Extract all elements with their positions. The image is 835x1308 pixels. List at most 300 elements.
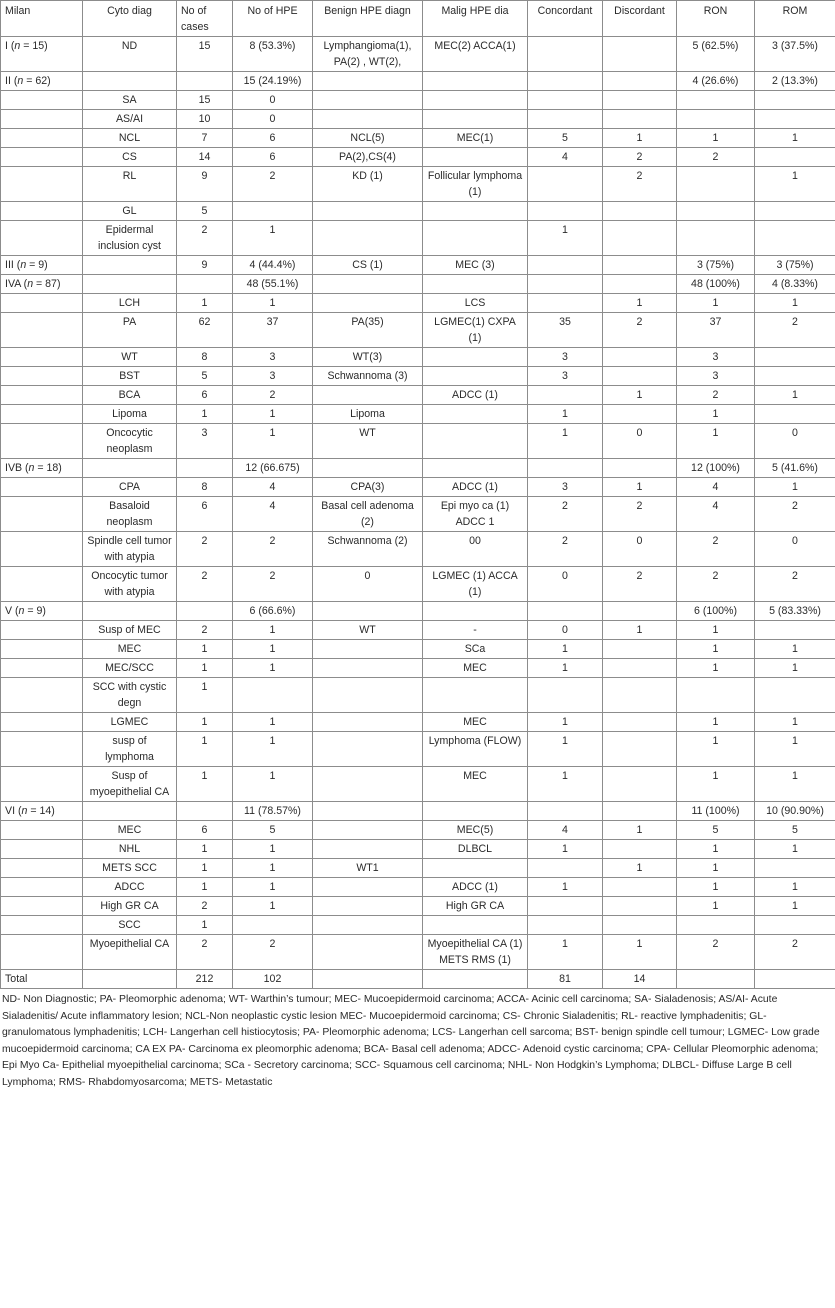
cell-milan (1, 532, 83, 567)
cell-ron (677, 970, 755, 989)
cell-concordant (528, 202, 603, 221)
cell-no-of-hpe: 8 (53.3%) (233, 37, 313, 72)
cell-rom: 5 (83.33%) (755, 602, 835, 621)
header-rom: ROM (755, 1, 835, 37)
cell-no-of-hpe: 6 (233, 148, 313, 167)
cell-discordant (603, 202, 677, 221)
cell-ron: 1 (677, 859, 755, 878)
table-row (1, 713, 835, 732)
cell-ron: 2 (677, 935, 755, 970)
cell-rom: 2 (755, 497, 835, 532)
cell-concordant (528, 678, 603, 713)
cell-cyto-diag: MEC/SCC (83, 659, 177, 678)
cell-discordant (603, 72, 677, 91)
table-row (1, 732, 835, 767)
cell-milan (1, 916, 83, 935)
table-row (1, 916, 835, 935)
cell-cyto-diag: GL (83, 202, 177, 221)
cell-discordant (603, 275, 677, 294)
cell-malig-hpe: MEC (423, 659, 528, 678)
cell-ron: 1 (677, 424, 755, 459)
cell-malig-hpe (423, 424, 528, 459)
table-row (1, 859, 835, 878)
table-row (1, 424, 835, 459)
cell-no-of-cases: 1 (177, 405, 233, 424)
cell-ron: 2 (677, 567, 755, 602)
cell-cyto-diag: BCA (83, 386, 177, 405)
cell-no-of-hpe: 5 (233, 821, 313, 840)
cell-milan (1, 386, 83, 405)
cell-benign-hpe (313, 91, 423, 110)
cell-discordant: 2 (603, 167, 677, 202)
cell-no-of-hpe: 3 (233, 348, 313, 367)
cell-no-of-hpe: 48 (55.1%) (233, 275, 313, 294)
cell-ron (677, 221, 755, 256)
table-row (1, 110, 835, 129)
cell-concordant: 1 (528, 935, 603, 970)
cell-no-of-hpe: 2 (233, 167, 313, 202)
cell-ron: 4 (26.6%) (677, 72, 755, 91)
cell-cyto-diag: ND (83, 37, 177, 72)
cell-concordant (528, 294, 603, 313)
cell-benign-hpe (313, 110, 423, 129)
cell-malig-hpe (423, 459, 528, 478)
cell-benign-hpe (313, 72, 423, 91)
cell-discordant: 2 (603, 313, 677, 348)
cell-no-of-hpe: 6 (66.6%) (233, 602, 313, 621)
cell-no-of-cases: 7 (177, 129, 233, 148)
cell-benign-hpe (313, 821, 423, 840)
cell-discordant: 1 (603, 294, 677, 313)
cell-malig-hpe (423, 91, 528, 110)
cell-rom (755, 916, 835, 935)
cell-no-of-cases: 1 (177, 713, 233, 732)
cell-milan (1, 110, 83, 129)
cell-benign-hpe (313, 678, 423, 713)
table-row (1, 386, 835, 405)
header-cyto-diag: Cyto diag (83, 1, 177, 37)
cell-no-of-hpe: 4 (233, 497, 313, 532)
cell-rom (755, 348, 835, 367)
cell-benign-hpe: KD (1) (313, 167, 423, 202)
cell-milan (1, 313, 83, 348)
cell-no-of-cases: 1 (177, 840, 233, 859)
cell-no-of-cases (177, 602, 233, 621)
cell-no-of-cases: 9 (177, 167, 233, 202)
cell-benign-hpe (313, 935, 423, 970)
cell-milan (1, 678, 83, 713)
cell-concordant: 3 (528, 348, 603, 367)
table-row (1, 802, 835, 821)
cell-malig-hpe: Follicular lymphoma (1) (423, 167, 528, 202)
cell-malig-hpe (423, 202, 528, 221)
cell-discordant: 0 (603, 424, 677, 459)
cell-milan (1, 840, 83, 859)
cell-ron: 6 (100%) (677, 602, 755, 621)
cell-benign-hpe: PA(2),CS(4) (313, 148, 423, 167)
cell-no-of-cases: 5 (177, 202, 233, 221)
table-row (1, 532, 835, 567)
cell-benign-hpe (313, 459, 423, 478)
cell-concordant: 1 (528, 767, 603, 802)
cell-milan (1, 621, 83, 640)
cell-cyto-diag (83, 970, 177, 989)
cell-benign-hpe: CPA(3) (313, 478, 423, 497)
cell-concordant (528, 167, 603, 202)
cell-cyto-diag: Basaloid neoplasm (83, 497, 177, 532)
cell-benign-hpe (313, 878, 423, 897)
cell-milan (1, 478, 83, 497)
cell-no-of-cases: 15 (177, 91, 233, 110)
cell-no-of-hpe: 4 (44.4%) (233, 256, 313, 275)
cell-ron: 1 (677, 621, 755, 640)
cell-cyto-diag: Susp of myoepithelial CA (83, 767, 177, 802)
cell-no-of-hpe: 12 (66.675) (233, 459, 313, 478)
header-no-of-hpe: No of HPE (233, 1, 313, 37)
cell-benign-hpe: WT1 (313, 859, 423, 878)
cell-cyto-diag: SCC with cystic degn (83, 678, 177, 713)
cell-malig-hpe: MEC (3) (423, 256, 528, 275)
cell-discordant: 1 (603, 935, 677, 970)
cell-concordant: 1 (528, 878, 603, 897)
cell-malig-hpe: Lymphoma (FLOW) (423, 732, 528, 767)
cell-benign-hpe (313, 767, 423, 802)
cell-concordant (528, 91, 603, 110)
cell-malig-hpe (423, 348, 528, 367)
cell-cyto-diag (83, 459, 177, 478)
header-concordant: Concordant (528, 1, 603, 37)
cell-rom (755, 110, 835, 129)
cell-discordant (603, 713, 677, 732)
cell-discordant (603, 897, 677, 916)
cell-no-of-cases: 9 (177, 256, 233, 275)
cell-no-of-hpe (233, 678, 313, 713)
cell-milan (1, 221, 83, 256)
cell-cyto-diag: MEC (83, 640, 177, 659)
table-row (1, 367, 835, 386)
table-row (1, 767, 835, 802)
cell-rom: 1 (755, 878, 835, 897)
cell-no-of-cases: 1 (177, 859, 233, 878)
cell-no-of-cases: 2 (177, 532, 233, 567)
cell-discordant (603, 659, 677, 678)
cell-no-of-cases: 212 (177, 970, 233, 989)
cell-benign-hpe (313, 275, 423, 294)
cell-benign-hpe: Lipoma (313, 405, 423, 424)
cell-milan (1, 859, 83, 878)
cell-cyto-diag: Myoepithelial CA (83, 935, 177, 970)
cell-discordant: 2 (603, 567, 677, 602)
cell-no-of-cases: 1 (177, 659, 233, 678)
cell-rom: 1 (755, 659, 835, 678)
cell-rom (755, 91, 835, 110)
cell-cyto-diag: MEC (83, 821, 177, 840)
cell-cyto-diag: Spindle cell tumor with atypia (83, 532, 177, 567)
cell-malig-hpe (423, 221, 528, 256)
cell-no-of-hpe: 0 (233, 91, 313, 110)
cell-concordant: 4 (528, 821, 603, 840)
cell-no-of-cases: 6 (177, 497, 233, 532)
cell-concordant: 1 (528, 221, 603, 256)
cell-concordant: 3 (528, 478, 603, 497)
cell-no-of-cases: 3 (177, 424, 233, 459)
header-no-of-cases: No of cases (177, 1, 233, 37)
cell-cyto-diag: AS/AI (83, 110, 177, 129)
cell-discordant: 2 (603, 148, 677, 167)
cell-malig-hpe: LGMEC (1) ACCA (1) (423, 567, 528, 602)
cell-rom: 5 (41.6%) (755, 459, 835, 478)
cell-cyto-diag: RL (83, 167, 177, 202)
table-row (1, 602, 835, 621)
cell-no-of-hpe: 1 (233, 713, 313, 732)
cell-rom: 1 (755, 386, 835, 405)
table-row (1, 678, 835, 713)
cell-rom: 1 (755, 129, 835, 148)
cell-discordant (603, 37, 677, 72)
cell-concordant (528, 110, 603, 129)
cell-ron (677, 110, 755, 129)
cell-benign-hpe (313, 802, 423, 821)
cell-milan: IVA (n = 87) (1, 275, 83, 294)
cell-benign-hpe: Basal cell adenoma (2) (313, 497, 423, 532)
cell-discordant (603, 767, 677, 802)
cell-cyto-diag: High GR CA (83, 897, 177, 916)
cell-benign-hpe (313, 970, 423, 989)
cell-no-of-cases: 1 (177, 767, 233, 802)
cell-no-of-cases: 8 (177, 348, 233, 367)
cell-ron: 1 (677, 640, 755, 659)
cell-rom: 5 (755, 821, 835, 840)
cell-no-of-cases: 14 (177, 148, 233, 167)
cell-no-of-cases (177, 802, 233, 821)
cell-benign-hpe: WT(3) (313, 348, 423, 367)
cell-no-of-hpe: 1 (233, 659, 313, 678)
cell-milan (1, 935, 83, 970)
cell-no-of-cases: 1 (177, 732, 233, 767)
cell-no-of-hpe: 1 (233, 221, 313, 256)
cell-ron: 2 (677, 148, 755, 167)
cell-cyto-diag: WT (83, 348, 177, 367)
cell-rom: 1 (755, 478, 835, 497)
cell-ron: 1 (677, 840, 755, 859)
cell-ron (677, 202, 755, 221)
header-benign-hpe: Benign HPE diagn (313, 1, 423, 37)
cell-no-of-cases: 8 (177, 478, 233, 497)
cell-benign-hpe (313, 221, 423, 256)
cell-discordant (603, 678, 677, 713)
cell-no-of-cases: 1 (177, 678, 233, 713)
cell-malig-hpe (423, 405, 528, 424)
cell-ron: 1 (677, 713, 755, 732)
table-row (1, 148, 835, 167)
cell-milan (1, 821, 83, 840)
cell-no-of-hpe: 2 (233, 935, 313, 970)
header-ron: RON (677, 1, 755, 37)
cell-malig-hpe (423, 970, 528, 989)
cell-milan (1, 640, 83, 659)
cell-benign-hpe (313, 659, 423, 678)
cell-malig-hpe: SCa (423, 640, 528, 659)
cell-malig-hpe (423, 148, 528, 167)
cell-cyto-diag (83, 602, 177, 621)
cell-discordant (603, 221, 677, 256)
cell-rom: 2 (755, 935, 835, 970)
header-discordant: Discordant (603, 1, 677, 37)
cell-no-of-cases: 1 (177, 640, 233, 659)
cell-no-of-hpe: 102 (233, 970, 313, 989)
cell-milan (1, 878, 83, 897)
cell-no-of-cases: 6 (177, 386, 233, 405)
cell-concordant (528, 859, 603, 878)
cell-no-of-hpe (233, 202, 313, 221)
cell-milan (1, 405, 83, 424)
cell-malig-hpe: ADCC (1) (423, 386, 528, 405)
cell-malig-hpe: ADCC (1) (423, 478, 528, 497)
cell-concordant: 1 (528, 732, 603, 767)
cell-benign-hpe: Schwannoma (2) (313, 532, 423, 567)
cell-ron: 1 (677, 659, 755, 678)
cell-benign-hpe: WT (313, 424, 423, 459)
table-row (1, 459, 835, 478)
cell-malig-hpe: High GR CA (423, 897, 528, 916)
cell-no-of-cases: 2 (177, 621, 233, 640)
cell-malig-hpe: DLBCL (423, 840, 528, 859)
cell-discordant (603, 878, 677, 897)
cell-concordant: 2 (528, 497, 603, 532)
cell-discordant (603, 840, 677, 859)
cell-ron (677, 916, 755, 935)
cell-milan (1, 567, 83, 602)
cell-milan: IVB (n = 18) (1, 459, 83, 478)
cell-discordant: 1 (603, 386, 677, 405)
cell-ron: 1 (677, 294, 755, 313)
cell-milan (1, 732, 83, 767)
cell-cyto-diag: CPA (83, 478, 177, 497)
cell-no-of-cases (177, 275, 233, 294)
cell-malig-hpe: MEC (423, 713, 528, 732)
cell-no-of-cases: 5 (177, 367, 233, 386)
cell-malig-hpe: - (423, 621, 528, 640)
cell-ron (677, 678, 755, 713)
cell-ron: 1 (677, 878, 755, 897)
cell-ron: 12 (100%) (677, 459, 755, 478)
cell-no-of-cases: 2 (177, 567, 233, 602)
cell-benign-hpe: PA(35) (313, 313, 423, 348)
cell-cyto-diag: Susp of MEC (83, 621, 177, 640)
cell-rom (755, 678, 835, 713)
table-row (1, 91, 835, 110)
cell-ron: 1 (677, 897, 755, 916)
cell-discordant: 1 (603, 859, 677, 878)
table-row (1, 405, 835, 424)
cell-malig-hpe: MEC(1) (423, 129, 528, 148)
cell-no-of-hpe: 1 (233, 859, 313, 878)
cell-concordant (528, 72, 603, 91)
cell-ron: 5 (677, 821, 755, 840)
cell-rom: 1 (755, 732, 835, 767)
cell-malig-hpe: ADCC (1) (423, 878, 528, 897)
cell-cyto-diag: Epidermal inclusion cyst (83, 221, 177, 256)
cell-no-of-hpe: 3 (233, 367, 313, 386)
cell-milan (1, 148, 83, 167)
table-row (1, 840, 835, 859)
cell-benign-hpe (313, 840, 423, 859)
cell-malig-hpe: 00 (423, 532, 528, 567)
cell-rom: 4 (8.33%) (755, 275, 835, 294)
cell-cyto-diag: LCH (83, 294, 177, 313)
cell-ron: 48 (100%) (677, 275, 755, 294)
cell-cyto-diag (83, 256, 177, 275)
cell-concordant: 1 (528, 640, 603, 659)
cell-ron: 2 (677, 532, 755, 567)
cell-concordant: 81 (528, 970, 603, 989)
cell-discordant: 1 (603, 478, 677, 497)
table-row (1, 935, 835, 970)
table-row (1, 348, 835, 367)
cell-milan: II (n = 62) (1, 72, 83, 91)
cell-no-of-hpe: 2 (233, 532, 313, 567)
cell-ron: 11 (100%) (677, 802, 755, 821)
cell-ron: 3 (677, 367, 755, 386)
cell-rom (755, 367, 835, 386)
cell-concordant: 1 (528, 659, 603, 678)
cell-no-of-hpe: 11 (78.57%) (233, 802, 313, 821)
cell-benign-hpe: NCL(5) (313, 129, 423, 148)
cell-malig-hpe (423, 367, 528, 386)
cell-discordant (603, 640, 677, 659)
cell-benign-hpe (313, 294, 423, 313)
table-row (1, 897, 835, 916)
cell-no-of-hpe: 37 (233, 313, 313, 348)
cell-no-of-hpe: 2 (233, 567, 313, 602)
cell-concordant (528, 256, 603, 275)
cell-malig-hpe: Epi myo ca (1) ADCC 1 (423, 497, 528, 532)
cell-benign-hpe (313, 897, 423, 916)
cell-discordant (603, 348, 677, 367)
cell-concordant (528, 386, 603, 405)
cell-discordant (603, 91, 677, 110)
cell-no-of-cases: 1 (177, 294, 233, 313)
cell-no-of-hpe: 1 (233, 732, 313, 767)
cell-no-of-cases: 15 (177, 37, 233, 72)
cell-benign-hpe: CS (1) (313, 256, 423, 275)
cell-rom (755, 621, 835, 640)
cell-milan (1, 129, 83, 148)
header-malig-hpe: Malig HPE dia (423, 1, 528, 37)
cell-no-of-cases: 2 (177, 935, 233, 970)
cell-no-of-hpe (233, 916, 313, 935)
cell-benign-hpe (313, 732, 423, 767)
cell-milan: III (n = 9) (1, 256, 83, 275)
cell-milan (1, 167, 83, 202)
cell-ron: 1 (677, 732, 755, 767)
cell-malig-hpe (423, 110, 528, 129)
cell-concordant: 1 (528, 713, 603, 732)
cell-malig-hpe (423, 72, 528, 91)
table-row (1, 621, 835, 640)
cell-discordant (603, 802, 677, 821)
cell-no-of-cases: 10 (177, 110, 233, 129)
cell-rom: 0 (755, 532, 835, 567)
cell-cyto-diag: SA (83, 91, 177, 110)
table-body (1, 37, 835, 989)
cell-milan: VI (n = 14) (1, 802, 83, 821)
cell-milan (1, 367, 83, 386)
cell-ron: 4 (677, 478, 755, 497)
cell-no-of-hpe: 2 (233, 386, 313, 405)
cell-cyto-diag: susp of lymphoma (83, 732, 177, 767)
cell-no-of-hpe: 1 (233, 840, 313, 859)
